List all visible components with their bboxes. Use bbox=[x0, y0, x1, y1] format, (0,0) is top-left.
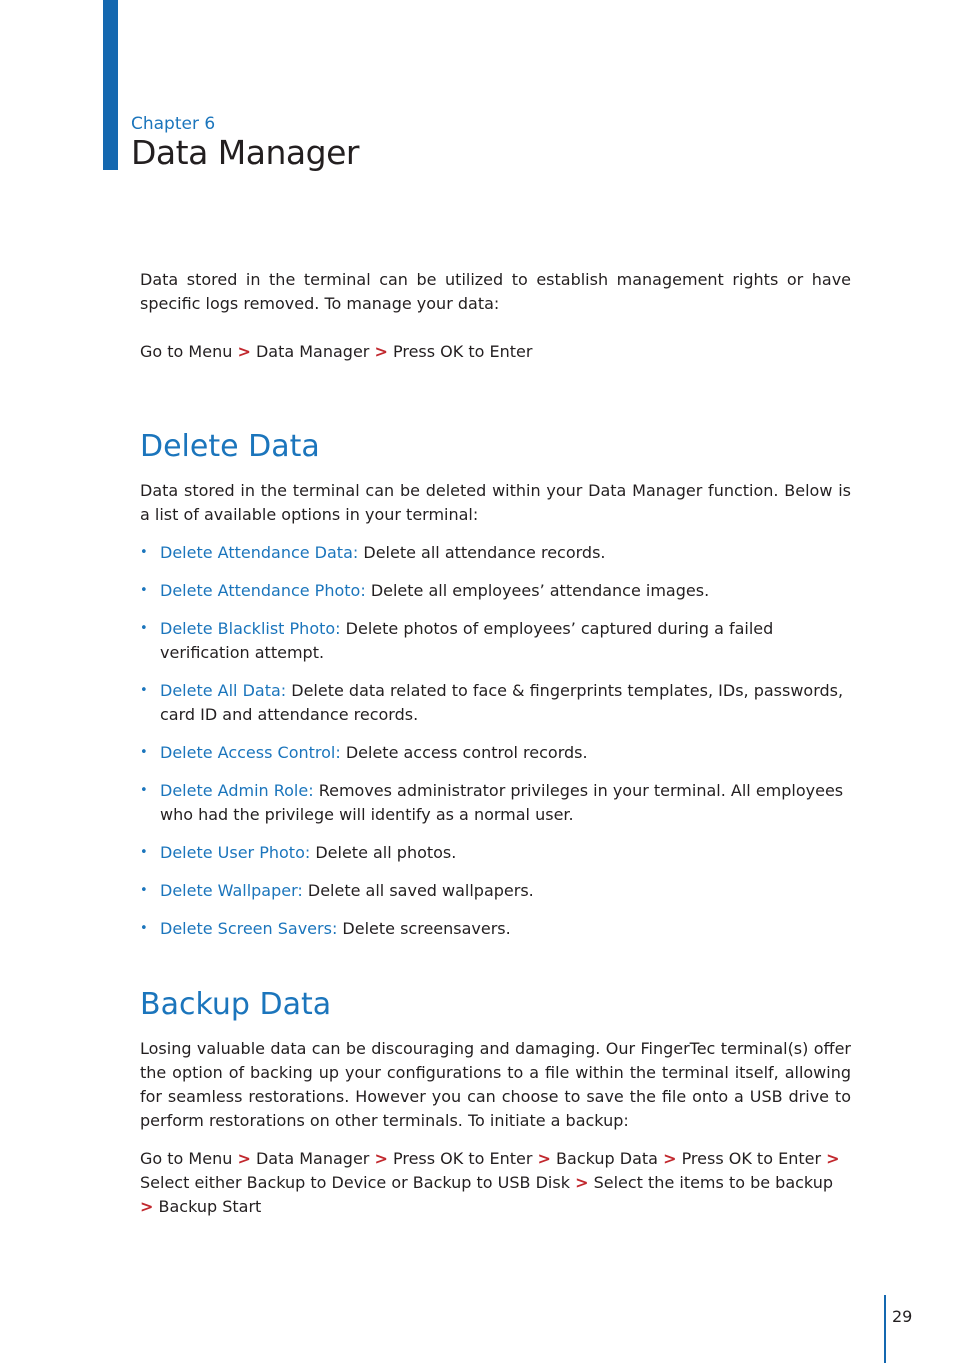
option-term: Delete All Data: bbox=[160, 681, 287, 700]
path-step: Backup Start bbox=[158, 1197, 262, 1216]
backup-data-heading: Backup Data bbox=[140, 987, 332, 1022]
delete-data-heading: Delete Data bbox=[140, 429, 320, 464]
path-step: Select either Backup to Device or Backup to USB Disk bbox=[140, 1173, 570, 1192]
bullet-icon: • bbox=[140, 683, 148, 698]
option-term: Delete Attendance Photo: bbox=[160, 581, 366, 600]
bullet-icon: • bbox=[140, 845, 148, 860]
option-description: Removes administrator privileges in your terminal. All employees who had the privilege will identify as a normal user. bbox=[160, 781, 844, 824]
path-step: Select the items to be backup bbox=[593, 1173, 833, 1192]
list-item bbox=[140, 917, 852, 941]
list-item bbox=[140, 779, 852, 827]
option-description: Delete access control records. bbox=[345, 743, 588, 762]
list-item bbox=[140, 541, 852, 565]
path-step: Press OK to Enter bbox=[392, 342, 533, 361]
option-description: Delete all employees’ attendance images. bbox=[370, 581, 710, 600]
option-description: Delete screensavers. bbox=[342, 919, 511, 938]
chapter-title: Data Manager bbox=[131, 133, 359, 172]
path-step: Go to Menu bbox=[140, 342, 233, 361]
list-item bbox=[140, 741, 852, 765]
chapter-label: Chapter 6 bbox=[131, 114, 216, 134]
bullet-icon: • bbox=[140, 545, 148, 560]
option-description: Delete photos of employees’ captured during a failed verification attempt. bbox=[160, 619, 774, 662]
path-step: Press OK to Enter bbox=[392, 1149, 533, 1168]
list-item bbox=[140, 617, 852, 665]
page-number: 29 bbox=[892, 1307, 913, 1326]
path-step: Go to Menu bbox=[140, 1149, 233, 1168]
option-term: Delete Wallpaper: bbox=[160, 881, 303, 900]
bullet-icon: • bbox=[140, 783, 148, 798]
path-separator: > bbox=[237, 1149, 251, 1168]
path-separator: > bbox=[575, 1173, 589, 1192]
backup-data-section bbox=[140, 1037, 851, 1219]
option-description: Delete data related to face & fingerprints templates, IDs, passwords, card ID and attendance records. bbox=[160, 681, 844, 724]
delete-options-list bbox=[140, 541, 852, 955]
intro-paragraph: Data stored in the terminal can be utilized to establish management rights or have specific logs removed. To manage your data: bbox=[140, 270, 851, 313]
list-item bbox=[140, 879, 852, 903]
intro-section bbox=[140, 268, 851, 364]
option-description: Delete all saved wallpapers. bbox=[307, 881, 534, 900]
intro-menu-path bbox=[140, 340, 851, 364]
option-term: Delete Screen Savers: bbox=[160, 919, 338, 938]
path-step: Backup Data bbox=[556, 1149, 658, 1168]
path-step: Data Manager bbox=[255, 1149, 370, 1168]
path-separator: > bbox=[237, 342, 251, 361]
option-term: Delete User Photo: bbox=[160, 843, 311, 862]
option-description: Delete all attendance records. bbox=[363, 543, 606, 562]
option-term: Delete Blacklist Photo: bbox=[160, 619, 341, 638]
delete-data-paragraph: Data stored in the terminal can be deleted within your Data Manager function. Below is a list of available options in your terminal: bbox=[140, 481, 851, 524]
list-item bbox=[140, 579, 852, 603]
bullet-icon: • bbox=[140, 921, 148, 936]
backup-data-paragraph: Losing valuable data can be discouraging and damaging. Our FingerTec terminal(s) offer the option of backing up your configurations to a file within the terminal itself, allowing for seamless restorations. However you can choose to save the file onto a USB drive to perform restorations on other terminals. To initiate a backup: bbox=[140, 1039, 851, 1130]
list-item bbox=[140, 841, 852, 865]
option-term: Delete Access Control: bbox=[160, 743, 341, 762]
path-step: Data Manager bbox=[255, 342, 370, 361]
list-item bbox=[140, 679, 852, 727]
chapter-accent-bar bbox=[103, 0, 118, 170]
path-separator: > bbox=[537, 1149, 551, 1168]
option-description: Delete all photos. bbox=[315, 843, 457, 862]
path-separator: > bbox=[140, 1197, 154, 1216]
path-separator: > bbox=[663, 1149, 677, 1168]
backup-menu-path bbox=[140, 1147, 851, 1219]
option-term: Delete Admin Role: bbox=[160, 781, 314, 800]
bullet-icon: • bbox=[140, 745, 148, 760]
path-separator: > bbox=[374, 1149, 388, 1168]
delete-data-intro bbox=[140, 479, 851, 527]
path-separator: > bbox=[826, 1149, 840, 1168]
footer-rule bbox=[884, 1295, 886, 1363]
bullet-icon: • bbox=[140, 583, 148, 598]
bullet-icon: • bbox=[140, 883, 148, 898]
path-step: Press OK to Enter bbox=[681, 1149, 822, 1168]
bullet-icon: • bbox=[140, 621, 148, 636]
option-term: Delete Attendance Data: bbox=[160, 543, 359, 562]
path-separator: > bbox=[374, 342, 388, 361]
